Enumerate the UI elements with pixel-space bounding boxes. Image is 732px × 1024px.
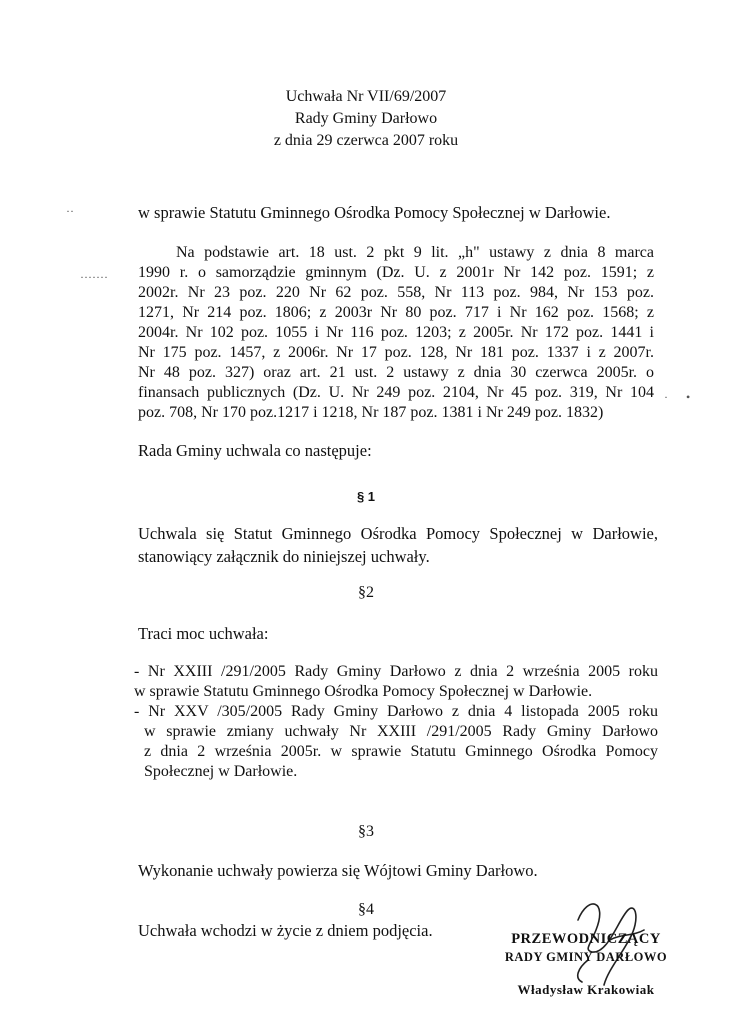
resolution-subject: w sprawie Statutu Gminnego Ośrodka Pomocy Społecznej w Darłowie. <box>138 203 611 222</box>
legal-basis-line: finansach publicznych (Dz. U. Nr 249 poz. 2104, Nr 45 poz. 319, Nr 104 <box>138 384 654 401</box>
resolution-header <box>0 86 732 152</box>
list-item: - Nr XXIII /291/2005 Rady Gminy Darłowo z dnia 2 września 2005 roku <box>134 663 658 680</box>
section-4-heading: §4 <box>358 901 374 918</box>
list-item: z dnia 2 września 2005r. w sprawie Statutu Gminnego Ośrodka Pomocy <box>144 743 658 760</box>
section-1-text <box>138 522 658 568</box>
legal-basis-line: poz. 708, Nr 170 poz.1217 i 1218, Nr 187 poz. 1381 i Nr 249 poz. 1832) <box>138 404 604 421</box>
legal-basis-line: 2002r. Nr 23 poz. 220 Nr 62 poz. 558, Nr 113 poz. 984, Nr 153 poz. <box>138 284 654 301</box>
section-1-line: Uchwala się Statut Gminnego Ośrodka Pomocy Społecznej w Darłowie, <box>138 524 658 543</box>
section-1-line: stanowiący załącznik do niniejszej uchwały. <box>138 547 430 566</box>
council-name: Rady Gminy Darłowo <box>294 110 438 127</box>
stamp-title: PRZEWODNICZĄCY <box>511 931 661 947</box>
section-4-text: Uchwała wchodzi w życie z dniem podjęcia. <box>138 921 433 940</box>
chairman-stamp <box>496 930 676 998</box>
repealed-resolutions-list <box>134 662 658 782</box>
legal-basis-paragraph <box>138 243 654 423</box>
legal-basis-line: 2004r. Nr 102 poz. 1055 i Nr 116 poz. 1203; z 2005r. Nr 172 poz. 1441 i <box>138 324 654 341</box>
chairman-name: Władysław Krakowiak <box>517 982 655 997</box>
legal-basis-line: Nr 48 poz. 327) oraz art. 21 ust. 2 ustawy z dnia 30 czerwca 2005r. o <box>138 364 654 381</box>
section-2-heading: §2 <box>358 584 374 601</box>
section-2-intro: Traci moc uchwała: <box>138 624 269 643</box>
legal-basis-line: 1271, Nr 214 poz. 1806; z 2003r Nr 80 poz. 717 i Nr 162 poz. 1568; z <box>138 304 654 321</box>
scan-speck: · <box>664 390 668 404</box>
resolution-number: Uchwała Nr VII/69/2007 <box>285 88 447 105</box>
legal-basis-line: Nr 175 poz. 1457, z 2006r. Nr 17 poz. 128, Nr 181 poz. 1337 i z 2007r. <box>138 344 654 361</box>
section-1-heading: § 1 <box>356 489 376 504</box>
list-item: w sprawie Statutu Gminnego Ośrodka Pomocy Społecznej w Darłowie. <box>134 683 593 700</box>
list-item: - Nr XXV /305/2005 Rady Gminy Darłowo z dnia 4 listopada 2005 roku <box>134 703 658 720</box>
section-3-text: Wykonanie uchwały powierza się Wójtowi Gminy Darłowo. <box>138 861 538 880</box>
legal-basis-line: 1990 r. o samorządzie gminnym (Dz. U. z 2001r Nr 142 poz. 1591; z <box>138 264 654 281</box>
scan-speck: ······· <box>80 270 108 284</box>
resolution-date: z dnia 29 czerwca 2007 roku <box>273 132 459 149</box>
stamp-council: RADY GMINY DARŁOWO <box>504 950 668 964</box>
resolves-statement: Rada Gminy uchwala co następuje: <box>138 441 372 460</box>
list-item: w sprawie zmiany uchwały Nr XXIII /291/2005 Rady Gminy Darłowo <box>144 723 658 740</box>
legal-basis-line: Na podstawie art. 18 ust. 2 pkt 9 lit. „h" ustawy z dnia 8 marca <box>176 244 654 261</box>
scan-speck: ·· <box>66 204 74 218</box>
list-item: Społecznej w Darłowie. <box>144 763 298 780</box>
section-3-heading: §3 <box>358 823 374 840</box>
scan-speck: • <box>686 390 691 404</box>
